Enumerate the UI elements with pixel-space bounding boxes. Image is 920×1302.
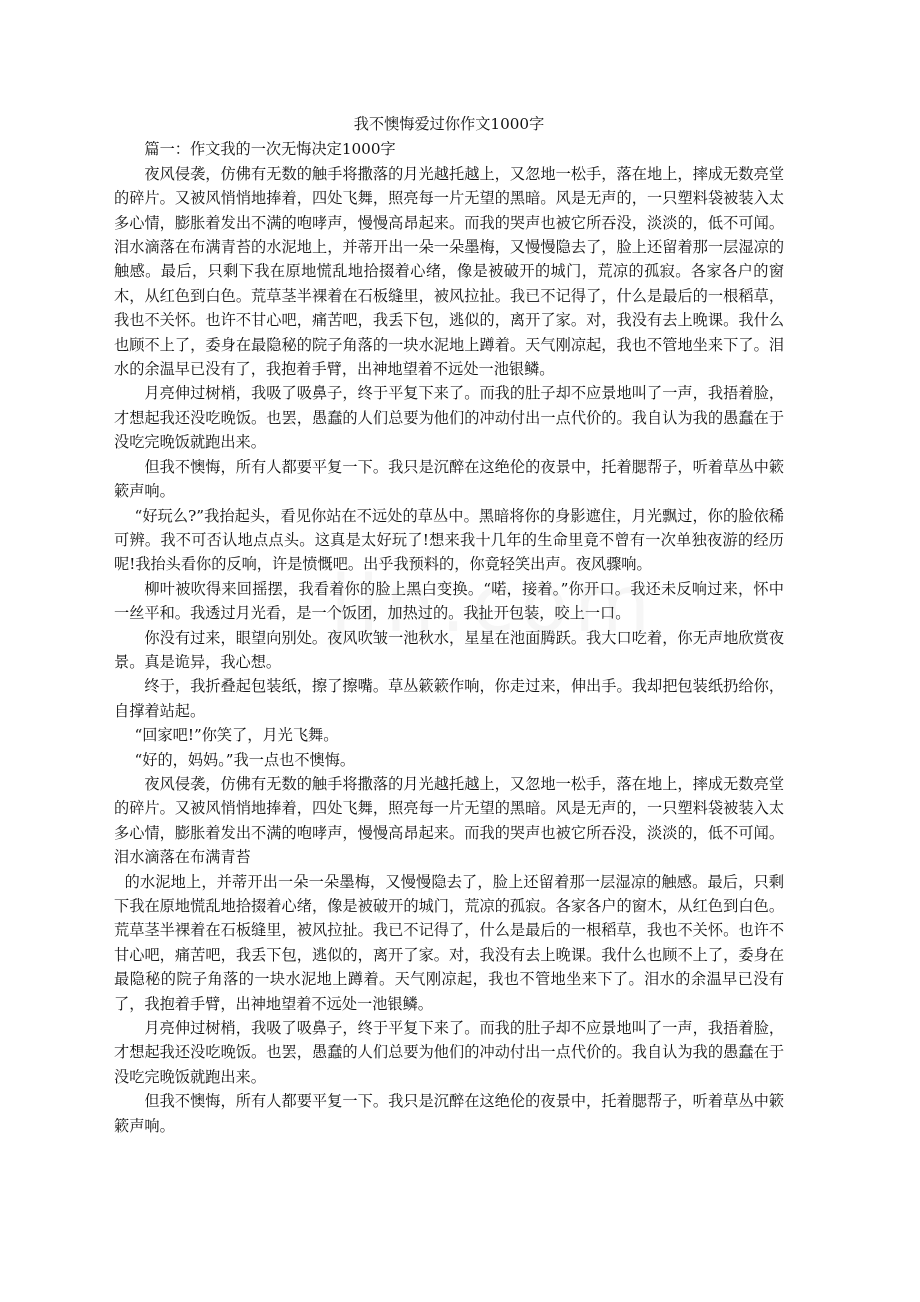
paragraph: “回家吧!”你笑了，月光飞舞。 bbox=[134, 726, 339, 745]
paragraph: 但我不懊悔，所有人都要平复一下。我只是沉醉在这绝伦的夜景中，托着腮帮子，听着草丛中簌簌声响。 bbox=[114, 457, 784, 501]
document-body bbox=[114, 112, 784, 1138]
paragraph: 月亮伸过树梢，我吸了吸鼻子，终于平复下来了。而我的肚子却不应景地叫了一声，我捂着脸，才想起我还没吃晚饭。也罢，愚蠢的人们总要为他们的冲动付出一点代价的。我自认为我的愚蠢在于没吃完晚饭就跑出来。 bbox=[114, 1019, 784, 1086]
paragraph: 夜风侵袭，仿佛有无数的触手将撒落的月光越托越上，又忽地一松手，落在地上，摔成无数亮堂的碎片。又被风悄悄地捧着，四处飞舞，照亮每一片无望的黑暗。风是无声的，一只塑料袋被装入太多心情，膨胀着发出不满的咆哮声，慢慢高昂起来。而我的哭声也被它所吞没，淡淡的，低不可闻。泪水滴落在布满青苔 bbox=[114, 774, 784, 867]
paragraph: 你没有过来，眼望向别处。夜风吹皱一池秋水，星星在池面腾跃。我大口吃着，你无声地欣赏夜景。真是诡异，我心想。 bbox=[114, 628, 784, 671]
paragraph: 的水泥地上，并蒂开出一朵一朵墨梅，又慢慢隐去了，脸上还留着那一层湿凉的触感。最后，只剩下我在原地慌乱地拾掇着心绪，像是被破开的城门，荒凉的孤寂。各家各户的窗木，从红色到白色。荒草茎半裸着在石板缝里，被风拉扯。我已不记得了，什么是最后的一根稻草，我也不关怀。也许不甘心吧，痛苦吧，我丢下包，逃似的，离开了家。对，我没有去上晚课。我什么也顾不上了，委身在最隐秘的院子角落的一块水泥地上蹲着。天气刚凉起，我也不管地坐来下了。泪水的余温早已没有了，我抱着手臂，出神地望着不远处一池银鳞。 bbox=[114, 872, 784, 1013]
paragraph: 但我不懊悔，所有人都要平复一下。我只是沉醉在这绝伦的夜景中，托着腮帮子，听着草丛中簌簌声响。 bbox=[114, 1092, 784, 1135]
paragraph: 终于，我折叠起包装纸，擦了擦嘴。草丛簌簌作响，你走过来，伸出手。我却把包装纸扔给你，自撑着站起。 bbox=[114, 677, 784, 720]
paragraph: 夜风侵袭，仿佛有无数的触手将撒落的月光越托越上，又忽地一松手，落在地上，摔成无数亮堂的碎片。又被风悄悄地捧着，四处飞舞，照亮每一片无望的黑暗。风是无声的，一只塑料袋被装入太多心情，膨胀着发出不满的咆哮声，慢慢高昂起来。而我的哭声也被它所吞没，淡淡的，低不可闻。泪水滴落在布满青苔的水泥地上，并蒂开出一朵一朵墨梅，又慢慢隐去了，脸上还留着那一层湿凉的触感。最后，只剩下我在原地慌乱地拾掇着心绪，像是被破开的城门，荒凉的孤寂。各家各户的窗木，从红色到白色。荒草茎半裸着在石板缝里，被风拉扯。我已不记得了，什么是最后的一根稻草，我也不关怀。也许不甘心吧，痛苦吧，我丢下包，逃似的，离开了家。对，我没有去上晚课。我什么也顾不上了，委身在最隐秘的院子角落的一块水泥地上蹲着。天气刚凉起，我也不管地坐来下了。泪水的余温早已没有了，我抱着手臂，出神地望着不远处一池银鳞。 bbox=[114, 164, 784, 379]
paragraph: “好玩么?”我抬起头，看见你站在不远处的草丛中。黑暗将你的身影遮住，月光飘过，你的脸依稀可辨。我不可否认地点点头。这真是太好玩了!想来我十几年的生命里竟不曾有一次单独夜游的经历呢!我抬头看你的反响，许是愤慨吧。出乎我预料的，你竟轻笑出声。夜风骤响。 bbox=[114, 506, 784, 574]
paragraph: 月亮伸过树梢，我吸了吸鼻子，终于平复下来了。而我的肚子却不应景地叫了一声，我捂着脸，才想起我还没吃晚饭。也罢，愚蠢的人们总要为他们的冲动付出一点代价的。我自认为我的愚蠢在于没吃完晚饭就跑出来。 bbox=[114, 384, 784, 452]
paragraph: “好的，妈妈。”我一点也不懊悔。 bbox=[134, 750, 356, 769]
document-title: 我不懊悔爱过你作文1000字 bbox=[353, 115, 545, 133]
paragraph: 柳叶被吹得来回摇摆，我看着你的脸上黑白变换。“喏，接着。”你开口。我还未反响过来，怀中一丝平和。我透过月光看，是一个饭团，加热过的。我扯开包装，咬上一口。 bbox=[114, 579, 784, 623]
section-heading: 篇一：作文我的一次无悔决定1000字 bbox=[144, 140, 396, 159]
